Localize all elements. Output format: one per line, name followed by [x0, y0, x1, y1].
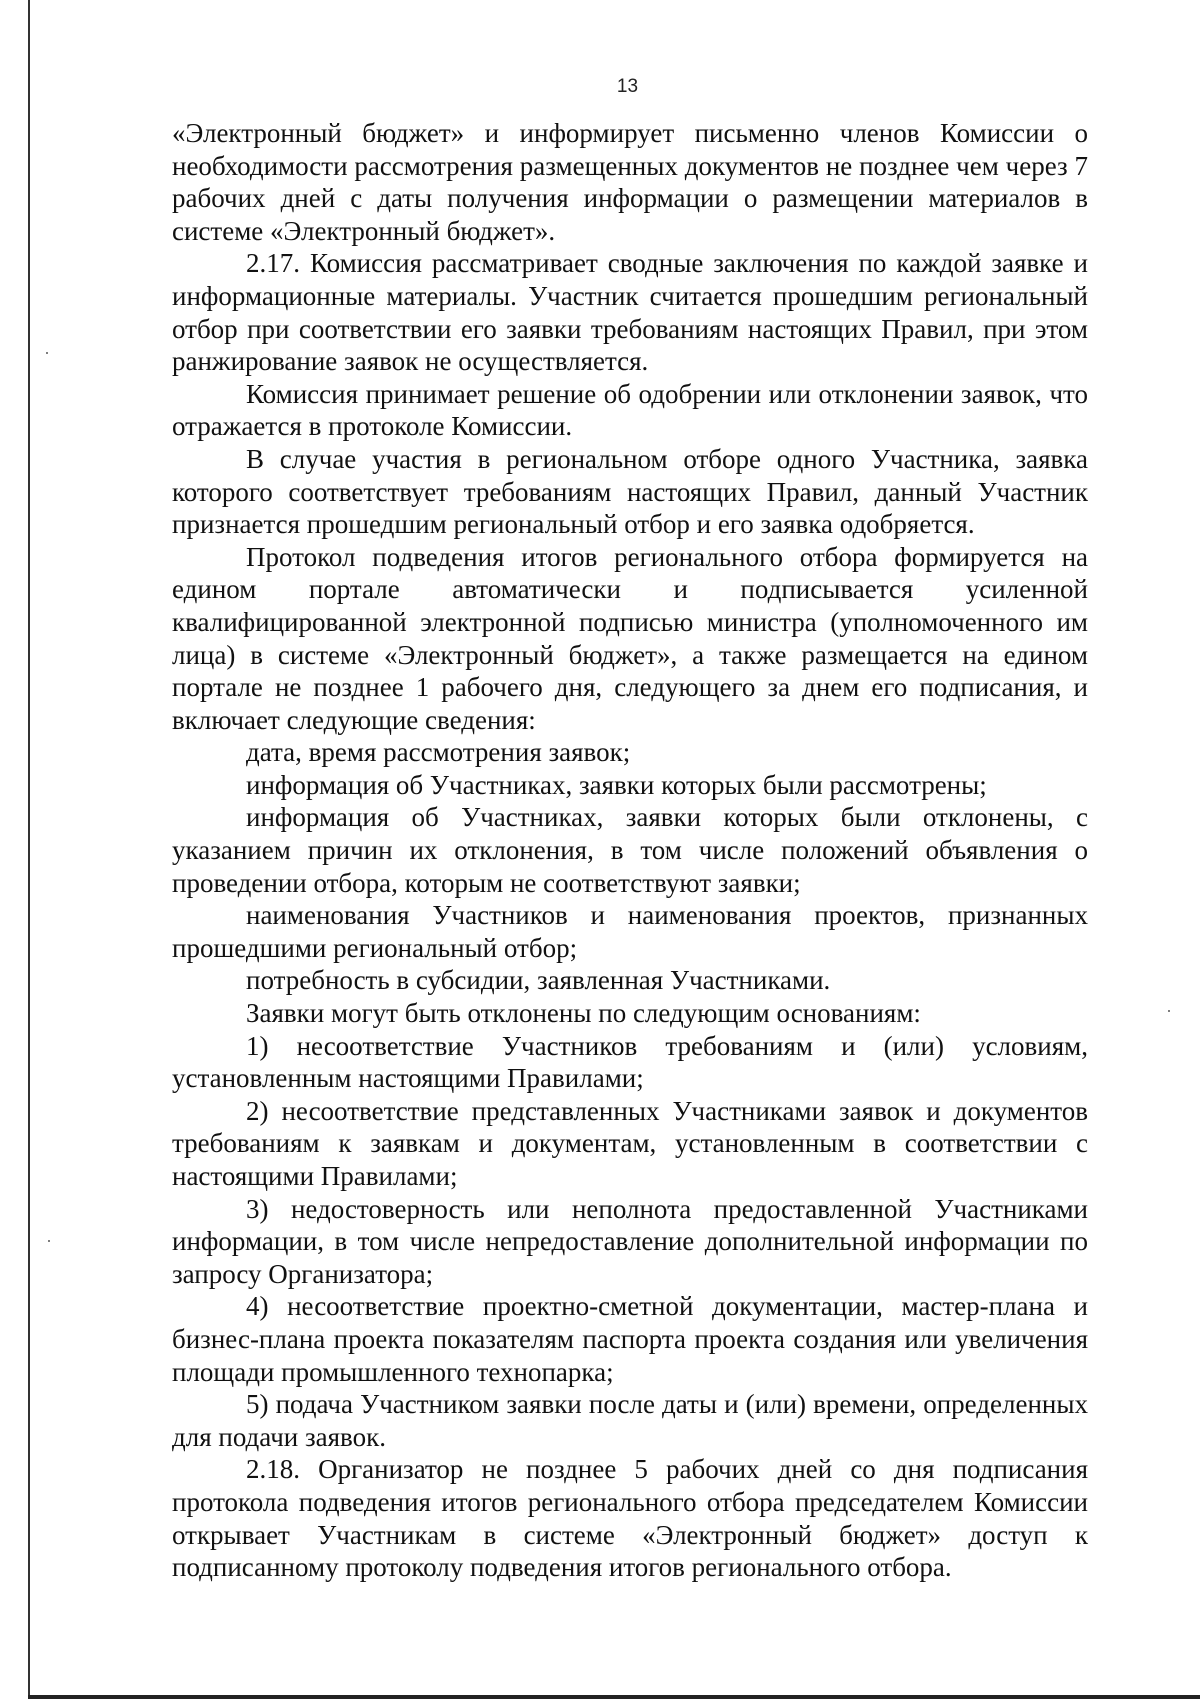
list-item: информация об Участниках, заявки которых были рассмотрены; [246, 769, 987, 800]
paragraph: Комиссия принимает решение об одобрении или отклонении заявок, что отражается в протоколе Комиссии. [172, 378, 1088, 442]
rejection-reason-2: 2) несоответствие представленных Участниками заявок и документов требованиям к заявкам и документам, установленным в соответствии с настоящими Правилами; [172, 1095, 1088, 1191]
paragraph: В случае участия в региональном отборе одного Участника, заявка которого соответствует требованиям настоящих Правил, данный Участник признается прошедшим региональный отбор и его заявка одобряется. [172, 443, 1088, 540]
list-item: дата, время рассмотрения заявок; [246, 737, 631, 768]
page-number: 13 [616, 76, 639, 97]
document-body [172, 117, 1088, 1584]
paragraph: «Электронный бюджет» и информирует письменно членов Комиссии о необходимости рассмотрения размещенных документов не позднее чем через 7 рабочих дней с даты получения информации о размещении материалов в системе «Электронный бюджет». [172, 118, 1088, 246]
rejection-reason-4: 4) несоответствие проектно-сметной документации, мастер-плана и бизнес-плана проекта показателям паспорта проекта создания или увеличения площади промышленного технопарка; [172, 1291, 1088, 1387]
rejection-reason-1: 1) несоответствие Участников требованиям и (или) условиям, установленным настоящими Правилами; [172, 1030, 1088, 1094]
paragraph: 2.18. Организатор не позднее 5 рабочих дней со дня подписания протокола подведения итогов регионального отбора председателем Комиссии открывает Участникам в системе «Электронный бюджет» доступ к подписанному протоколу подведения итогов регионального отбора. [172, 1454, 1088, 1583]
scan-speck [1168, 1010, 1170, 1012]
list-item: наименования Участников и наименования проектов, признанных прошедшими региональный отбор; [172, 900, 1088, 963]
paragraph: 2.17. Комиссия рассматривает сводные заключения по каждой заявке и информационные материалы. Участник считается прошедшим региональный отбор при соответствии его заявки требованиям настоящих Правил, при этом ранжирование заявок не осуществляется. [172, 248, 1088, 377]
paragraph: Протокол подведения итогов регионального отбора формируется на едином портале автоматически и подписывается усиленной квалифицированной электронной подписью министра (уполномоченного им лица) в системе «Электронный бюджет», а также размещается на едином портале не позднее 1 рабочего дня, следующего за днем его подписания, и включает следующие сведения: [172, 541, 1088, 735]
scan-speck [46, 352, 48, 354]
list-item: информация об Участниках, заявки которых были отклонены, с указанием причин их отклонения, в том числе положений объявления о проведении отбора, которым не соответствуют заявки; [172, 802, 1088, 898]
list-item: потребность в субсидии, заявленная Участниками. [246, 965, 831, 996]
scan-edge-bottom [28, 1695, 1200, 1699]
scan-speck [48, 1240, 50, 1242]
paragraph: Заявки могут быть отклонены по следующим основаниям: [246, 998, 921, 1029]
scan-edge-left [28, 0, 30, 1699]
rejection-reason-3: 3) недостоверность или неполнота предоставленной Участниками информации, в том числе непредоставление дополнительной информации по запросу Организатора; [172, 1193, 1088, 1289]
rejection-reason-5: 5) подача Участником заявки после даты и (или) времени, определенных для подачи заявок. [172, 1389, 1088, 1452]
